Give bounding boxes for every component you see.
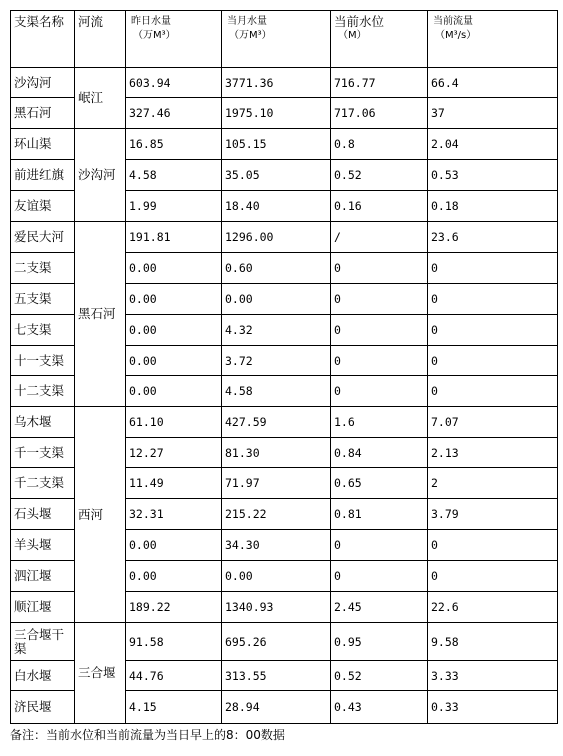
yesterday-volume-cell: 61.10 [126,407,222,438]
current-flow-cell: 23.6 [428,222,558,253]
current-level-cell: 0.16 [331,191,428,222]
river-cell: 西河 [75,407,126,623]
current-level-cell: 0.52 [331,160,428,191]
current-level-cell: 0.81 [331,499,428,530]
branch-name-cell: 沙沟河 [11,68,75,98]
water-data-table [10,10,558,724]
yesterday-volume-cell: 1.99 [126,191,222,222]
branch-name-cell: 黑石河 [11,98,75,129]
month-volume-cell: 3.72 [222,346,331,376]
branch-name-cell: 济民堰 [11,691,75,724]
current-level-cell: 0 [331,561,428,592]
river-cell: 沙沟河 [75,129,126,222]
yesterday-volume-cell: 4.15 [126,691,222,724]
month-volume-cell: 0.60 [222,253,331,284]
table-row [11,407,558,438]
footnote: 备注：当前水位和当前流量为当日早上的8：00数据 [10,728,285,742]
header-branch-name: 支渠名称 [11,11,75,68]
table-row [11,68,558,98]
current-level-cell: 0 [331,530,428,561]
current-level-cell: 0.52 [331,661,428,691]
yesterday-volume-cell: 0.00 [126,561,222,592]
yesterday-volume-cell: 0.00 [126,315,222,346]
yesterday-volume-cell: 44.76 [126,661,222,691]
branch-name-cell: 三合堰干渠 [11,623,75,661]
current-flow-cell: 37 [428,98,558,129]
month-volume-cell: 71.97 [222,468,331,499]
current-flow-cell: 2 [428,468,558,499]
yesterday-volume-cell: 189.22 [126,592,222,623]
river-cell: 岷江 [75,68,126,129]
current-flow-cell: 0 [428,315,558,346]
branch-name-cell: 千二支渠 [11,468,75,499]
current-level-cell: 1.6 [331,407,428,438]
river-cell: 三合堰 [75,623,126,724]
branch-name-cell: 顺江堰 [11,592,75,623]
branch-name-cell: 前进红旗 [11,160,75,191]
current-flow-cell: 0.53 [428,160,558,191]
current-level-cell: 0 [331,346,428,376]
current-level-cell: 2.45 [331,592,428,623]
yesterday-volume-cell: 191.81 [126,222,222,253]
header-month-volume: 当月水量 （万M³） [222,11,331,68]
yesterday-volume-cell: 0.00 [126,530,222,561]
month-volume-cell: 34.30 [222,530,331,561]
current-flow-cell: 0 [428,376,558,407]
yesterday-volume-cell: 32.31 [126,499,222,530]
branch-name-cell: 环山渠 [11,129,75,160]
current-flow-cell: 0 [428,253,558,284]
current-flow-cell: 0.33 [428,691,558,724]
month-volume-cell: 0.00 [222,561,331,592]
current-flow-cell: 22.6 [428,592,558,623]
yesterday-volume-cell: 4.58 [126,160,222,191]
month-volume-cell: 1340.93 [222,592,331,623]
month-volume-cell: 4.58 [222,376,331,407]
month-volume-cell: 427.59 [222,407,331,438]
yesterday-volume-cell: 91.58 [126,623,222,661]
month-volume-cell: 313.55 [222,661,331,691]
current-flow-cell: 0.18 [428,191,558,222]
river-cell: 黑石河 [75,222,126,407]
month-volume-cell: 18.40 [222,191,331,222]
branch-name-cell: 十二支渠 [11,376,75,407]
yesterday-volume-cell: 0.00 [126,376,222,407]
month-volume-cell: 35.05 [222,160,331,191]
table-header-row [11,11,558,68]
month-volume-cell: 695.26 [222,623,331,661]
month-volume-cell: 105.15 [222,129,331,160]
header-yesterday-volume: 昨日水量 （万M³） [126,11,222,68]
current-level-cell: 0 [331,253,428,284]
current-level-cell: 0 [331,315,428,346]
table-row [11,129,558,160]
branch-name-cell: 千一支渠 [11,438,75,468]
month-volume-cell: 3771.36 [222,68,331,98]
current-level-cell: 0.65 [331,468,428,499]
month-volume-cell: 1296.00 [222,222,331,253]
current-level-cell: 0.84 [331,438,428,468]
current-flow-cell: 0 [428,561,558,592]
month-volume-cell: 215.22 [222,499,331,530]
month-volume-cell: 1975.10 [222,98,331,129]
header-river: 河流 [75,11,126,68]
branch-name-cell: 七支渠 [11,315,75,346]
current-flow-cell: 3.79 [428,499,558,530]
current-flow-cell: 7.07 [428,407,558,438]
branch-name-cell: 二支渠 [11,253,75,284]
yesterday-volume-cell: 327.46 [126,98,222,129]
current-flow-cell: 0 [428,530,558,561]
current-flow-cell: 2.13 [428,438,558,468]
branch-name-cell: 友谊渠 [11,191,75,222]
current-flow-cell: 2.04 [428,129,558,160]
header-current-flow: 当前流量 （M³/s） [428,11,558,68]
yesterday-volume-cell: 0.00 [126,253,222,284]
month-volume-cell: 4.32 [222,315,331,346]
yesterday-volume-cell: 16.85 [126,129,222,160]
table-row [11,623,558,661]
current-level-cell: 717.06 [331,98,428,129]
current-flow-cell: 0 [428,284,558,315]
current-level-cell: 0.43 [331,691,428,724]
branch-name-cell: 石头堰 [11,499,75,530]
month-volume-cell: 81.30 [222,438,331,468]
month-volume-cell: 0.00 [222,284,331,315]
current-flow-cell: 66.4 [428,68,558,98]
branch-name-cell: 十一支渠 [11,346,75,376]
current-flow-cell: 9.58 [428,623,558,661]
current-level-cell: 0.95 [331,623,428,661]
yesterday-volume-cell: 12.27 [126,438,222,468]
yesterday-volume-cell: 11.49 [126,468,222,499]
branch-name-cell: 羊头堰 [11,530,75,561]
current-level-cell: 0 [331,376,428,407]
current-level-cell: / [331,222,428,253]
current-level-cell: 0.8 [331,129,428,160]
month-volume-cell: 28.94 [222,691,331,724]
yesterday-volume-cell: 603.94 [126,68,222,98]
current-flow-cell: 0 [428,346,558,376]
header-current-level: 当前水位 （M） [331,11,428,68]
current-level-cell: 0 [331,284,428,315]
branch-name-cell: 乌木堰 [11,407,75,438]
branch-name-cell: 白水堰 [11,661,75,691]
table-row [11,222,558,253]
yesterday-volume-cell: 0.00 [126,346,222,376]
branch-name-cell: 五支渠 [11,284,75,315]
branch-name-cell: 泗江堰 [11,561,75,592]
current-level-cell: 716.77 [331,68,428,98]
branch-name-cell: 爱民大河 [11,222,75,253]
yesterday-volume-cell: 0.00 [126,284,222,315]
current-flow-cell: 3.33 [428,661,558,691]
